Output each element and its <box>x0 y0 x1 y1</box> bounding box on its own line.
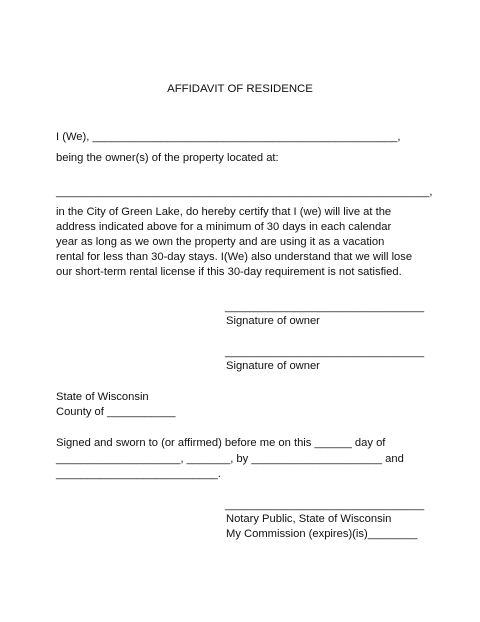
certification-text-line: address indicated above for a minimum of 30 days in each calendar <box>56 221 392 233</box>
owner-signature-label: Signature of owner <box>226 360 320 372</box>
owner-signature-line: ________________________________ <box>225 346 425 358</box>
certification-text-line: in the City of Green Lake, do hereby certify that I (we) will live at the <box>56 206 392 218</box>
certification-text-line: year as long as we own the property and are using it as a vacation <box>56 236 385 248</box>
notary-commission: My Commission (expires)(is)________ <box>226 528 418 540</box>
owner-name-line: I (We), _________________________________________________, <box>56 131 401 143</box>
state-label: State of Wisconsin <box>56 391 149 403</box>
notary-title: Notary Public, State of Wisconsin <box>226 513 392 525</box>
notary-signature-line: ________________________________ <box>225 499 425 511</box>
sworn-statement-line: Signed and sworn to (or affirmed) before me on this ______ day of <box>56 437 386 449</box>
document-title: AFFIDAVIT OF RESIDENCE <box>167 83 313 95</box>
sworn-statement-line: __________________________. <box>56 468 221 480</box>
owner-statement: being the owner(s) of the property located at: <box>56 152 279 164</box>
certification-text-line: our short-term rental license if this 30-day requirement is not satisfied. <box>56 266 402 278</box>
property-address-line: ____________________________________________________________, <box>56 186 433 198</box>
sworn-statement-line: ____________________, _______, by _____________________ and <box>56 453 404 465</box>
owner-signature-line: ________________________________ <box>225 301 425 313</box>
certification-text-line: rental for less than 30-day stays. I(We) also understand that we will lose <box>56 251 413 263</box>
owner-signature-label: Signature of owner <box>226 315 320 327</box>
county-label: County of ___________ <box>56 406 176 418</box>
